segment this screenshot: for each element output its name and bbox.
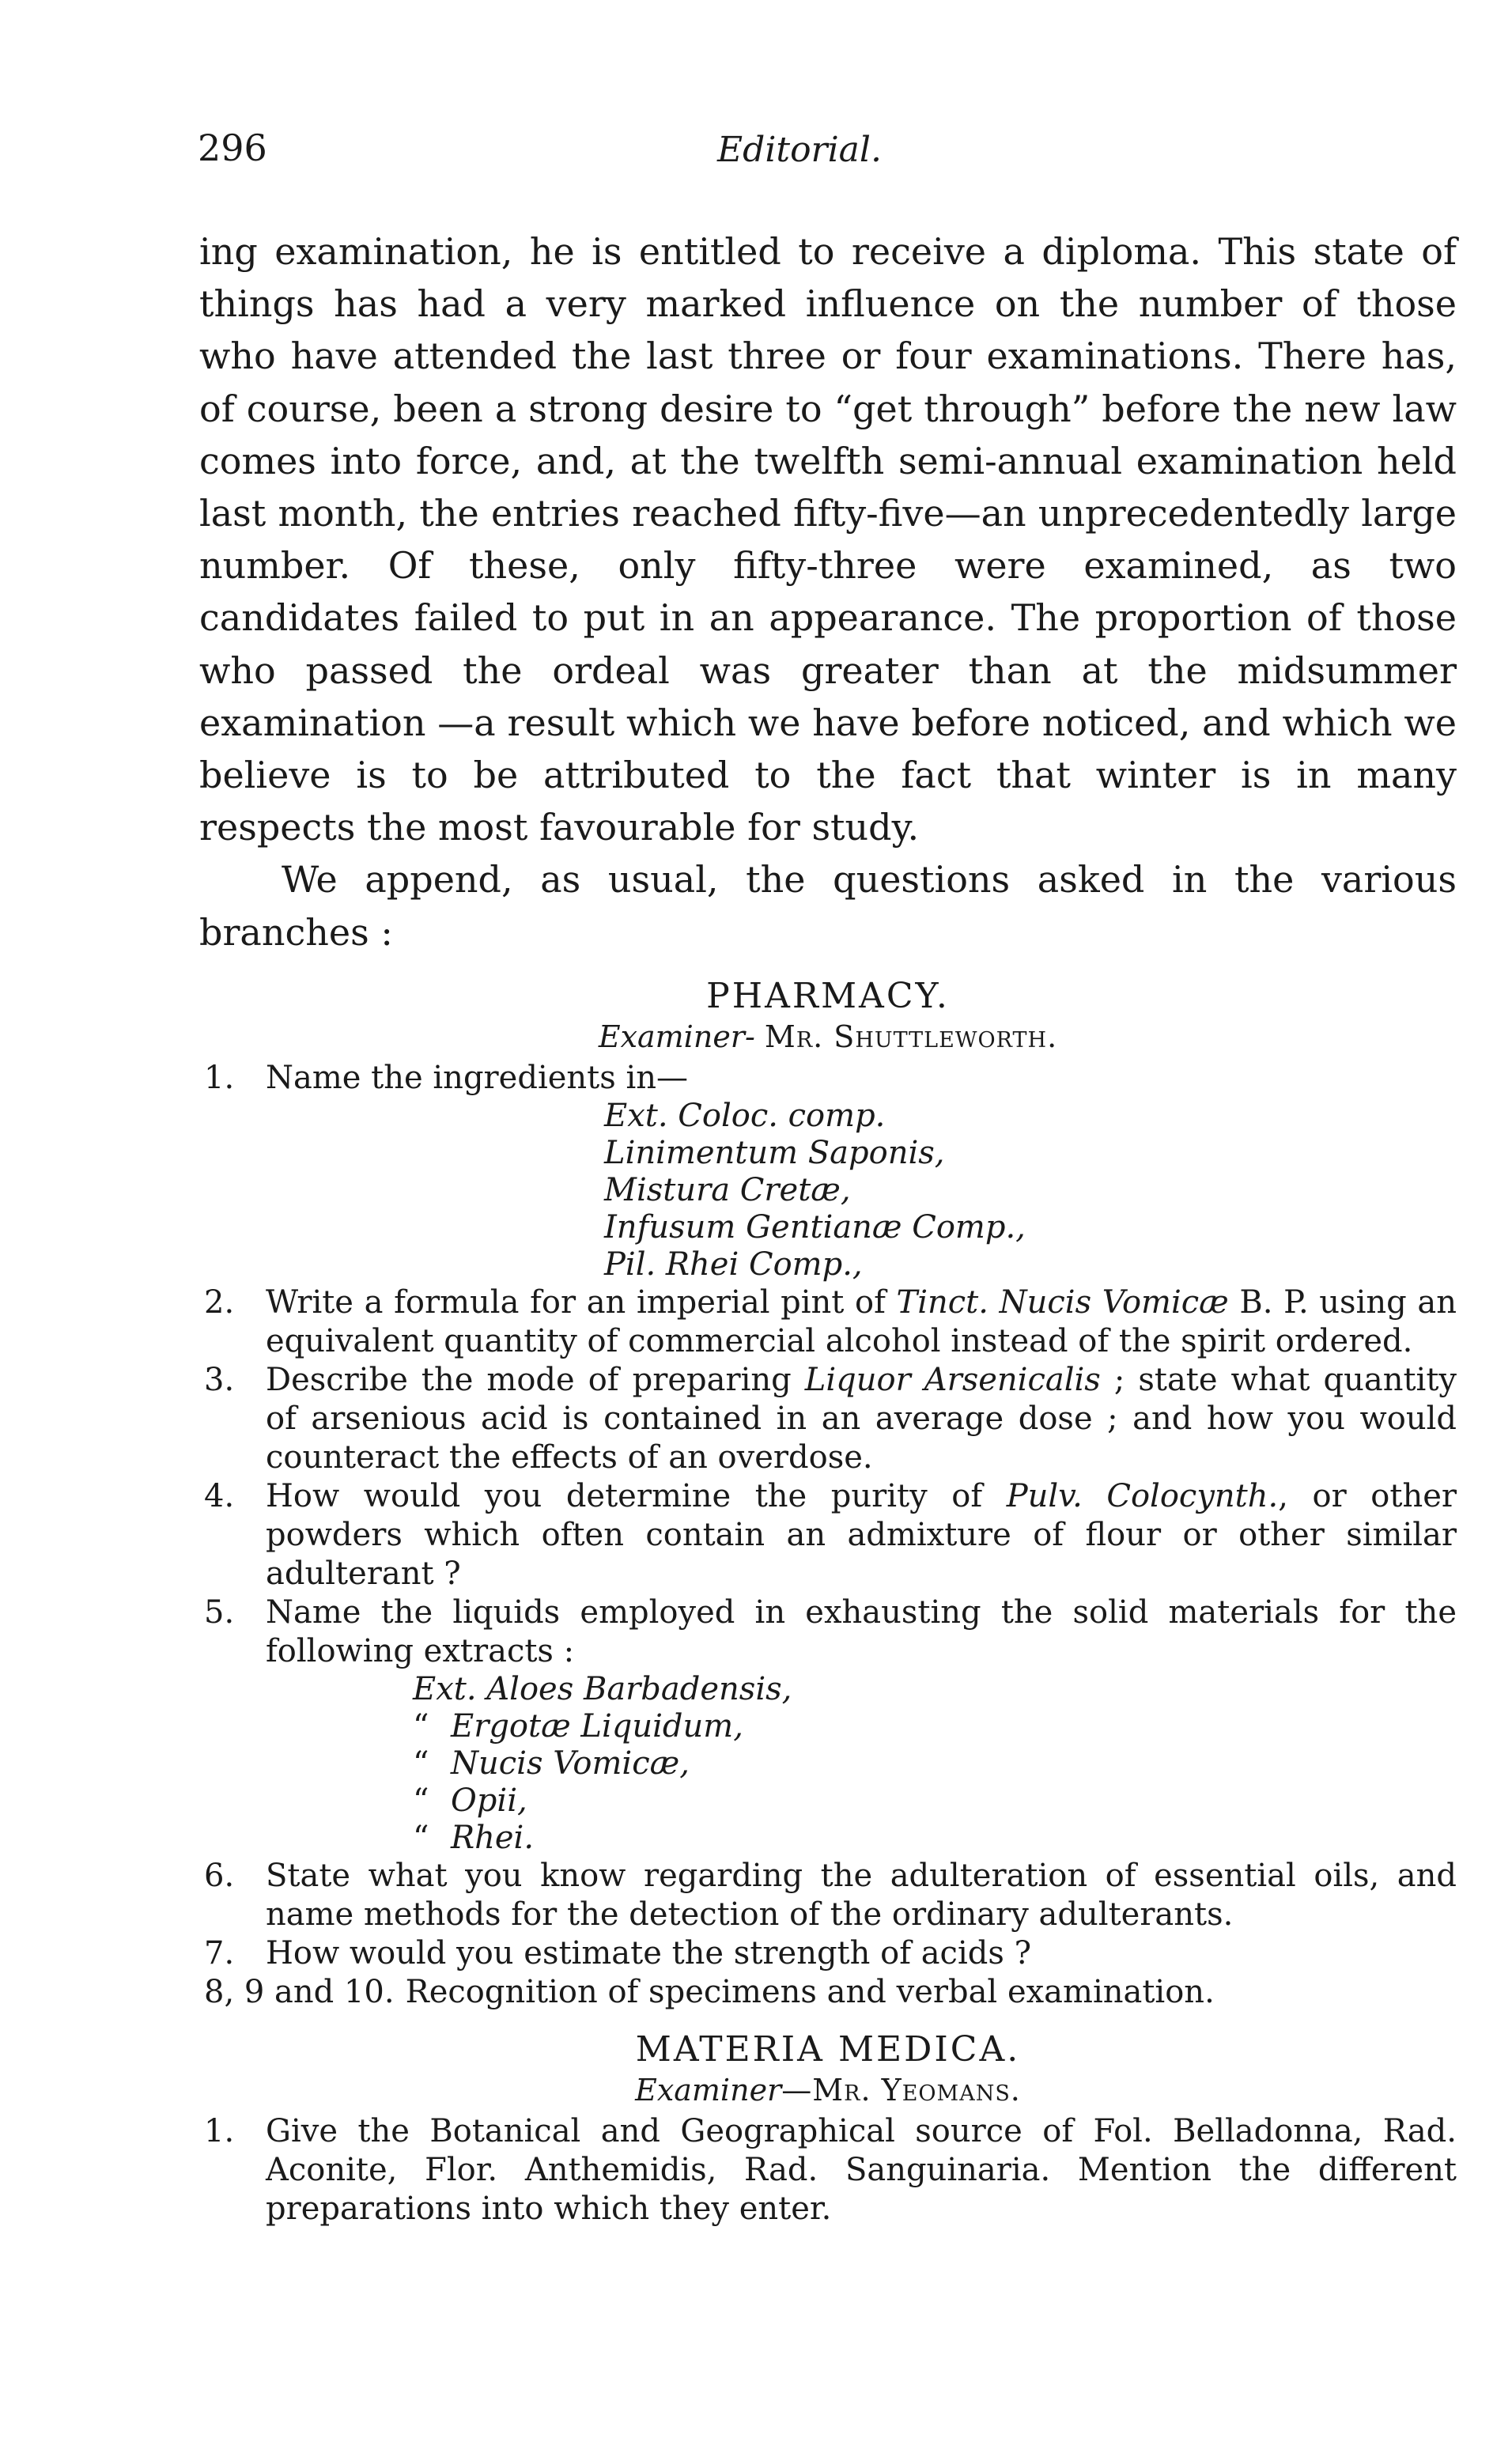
list-item: Pil. Rhei Comp., xyxy=(604,1246,863,1283)
list-item: Ext. Aloes Barbadensis, xyxy=(413,1670,792,1707)
question-number: 4. xyxy=(204,1477,235,1514)
examiner-label: Examiner xyxy=(635,2072,782,2108)
question-item xyxy=(199,1059,1457,1098)
examiner-name: —Mr. Yeomans. xyxy=(781,2072,1021,2108)
question-text: Name the ingredients in— xyxy=(266,1059,689,1096)
question-text: Name the liquids employed in exhausting the solid materials for the following extracts : xyxy=(266,1593,1457,1669)
list-item-text: Opii, xyxy=(451,1782,527,1819)
list-item-text: Nucis Vomicæ, xyxy=(451,1745,690,1782)
question-text-part: How would you determine the purity of xyxy=(266,1477,1007,1514)
question-text-part: ; state what quantity of arsenious acid is contained in an average dose ; and how you would counteract the effects of an overdose. xyxy=(266,1361,1457,1476)
question-text xyxy=(266,1361,1457,1477)
list-item: Infusum Gentianæ Comp., xyxy=(604,1208,1026,1246)
question-item xyxy=(199,1593,1457,1671)
question-text-part: Write a formula for an imperial pint of xyxy=(266,1283,897,1321)
list-item: Linimentum Saponis, xyxy=(604,1134,945,1171)
list-item-text: Rhei. xyxy=(451,1819,535,1856)
examiner-label: Examiner- xyxy=(598,1019,755,1054)
page-body xyxy=(199,225,1457,2229)
ditto-mark: “ xyxy=(413,1745,429,1782)
list-item xyxy=(413,1708,1457,1745)
question-text: Recognition of specimens and verbal examination. xyxy=(405,1973,1215,2010)
ingredient-list xyxy=(199,1098,1457,1283)
question-text: State what you know regarding the adulteration of essential oils, and name methods for the detection of the ordinary adulterants. xyxy=(266,1857,1457,1933)
question-item xyxy=(199,1477,1457,1593)
append-paragraph: We append, as usual, the questions asked in the various branches : xyxy=(199,858,1457,954)
question-number: 7. xyxy=(204,1934,235,1971)
page-number: 296 xyxy=(198,127,267,169)
question-number: 1. xyxy=(204,2112,235,2149)
question-item xyxy=(199,1283,1457,1361)
ditto-mark: “ xyxy=(413,1782,429,1819)
question-text-part: B. P. using an equivalent quantity of commercial alcohol instead of the spirit ordered. xyxy=(266,1283,1457,1359)
question-text-part: Describe the mode of preparing xyxy=(266,1361,805,1398)
question-number: 8, 9 and 10. xyxy=(204,1973,395,2010)
question-text-italic: Liquor Arsenicalis xyxy=(804,1361,1101,1398)
question-item xyxy=(199,1973,1457,2012)
question-number: 5. xyxy=(204,1593,235,1631)
question-item xyxy=(199,2112,1457,2229)
pharmacy-heading: PHARMACY. xyxy=(706,975,950,1016)
question-text-italic: Pulv. Colocynth. xyxy=(1006,1477,1279,1514)
question-item xyxy=(199,1934,1457,1973)
list-item xyxy=(413,1782,1457,1820)
question-item xyxy=(199,1361,1457,1477)
pharmacy-examiner xyxy=(199,1019,1457,1054)
materia-medica-heading: MATERIA MEDICA. xyxy=(635,2028,1021,2070)
list-item: Ext. Coloc. comp. xyxy=(604,1097,886,1134)
ditto-mark: “ xyxy=(413,1819,429,1856)
ditto-mark: “ xyxy=(413,1707,429,1745)
list-item xyxy=(413,1745,1457,1782)
question-number: 6. xyxy=(204,1857,235,1894)
list-item xyxy=(413,1820,1457,1857)
question-number: 1. xyxy=(204,1059,235,1096)
materia-medica-examiner xyxy=(199,2073,1457,2108)
intro-paragraph: ing examination, he is entitled to receive a diploma. This state of things has had a very marked influence on the number of those who have attended the last three or four examinations. There has, of course, been a strong desire to “get through” before the new law comes into force, and, at the twelfth semi-annual examination held last month, the entries reached fifty-five—an unprecedentedly large number. Of these, only fifty-three were examined, as two candidates failed to put in an appearance. The proportion of those who passed the ordeal was greater than at the midsummer examination —a result which we have before noticed, and which we believe is to be attributed to the fact that winter is in many respects the most favourable for study. xyxy=(199,230,1457,849)
list-item-text: Ergotæ Liquidum, xyxy=(451,1707,743,1745)
question-text xyxy=(266,1283,1457,1361)
question-item xyxy=(199,1857,1457,1934)
question-text-part: , or other powders which often contain an admixture of flour or other similar adulterant ? xyxy=(266,1477,1457,1592)
question-text: How would you estimate the strength of acids ? xyxy=(266,1934,1032,1971)
question-number: 3. xyxy=(204,1361,235,1398)
question-text: Give the Botanical and Geographical source of Fol. Belladonna, Rad. Aconite, Flor. Anthemidis, Rad. Sanguinaria. Mention the different preparations into which they enter. xyxy=(266,2112,1457,2227)
list-item: Mistura Cretæ, xyxy=(604,1171,851,1208)
examiner-name: Mr. Shuttleworth. xyxy=(764,1019,1058,1054)
running-title: Editorial. xyxy=(717,130,882,170)
question-number: 2. xyxy=(204,1283,235,1321)
page-header xyxy=(0,127,1512,182)
question-text-italic: Tinct. Nucis Vomicæ xyxy=(896,1283,1229,1321)
question-text xyxy=(266,1477,1457,1593)
extract-list xyxy=(199,1671,1457,1857)
